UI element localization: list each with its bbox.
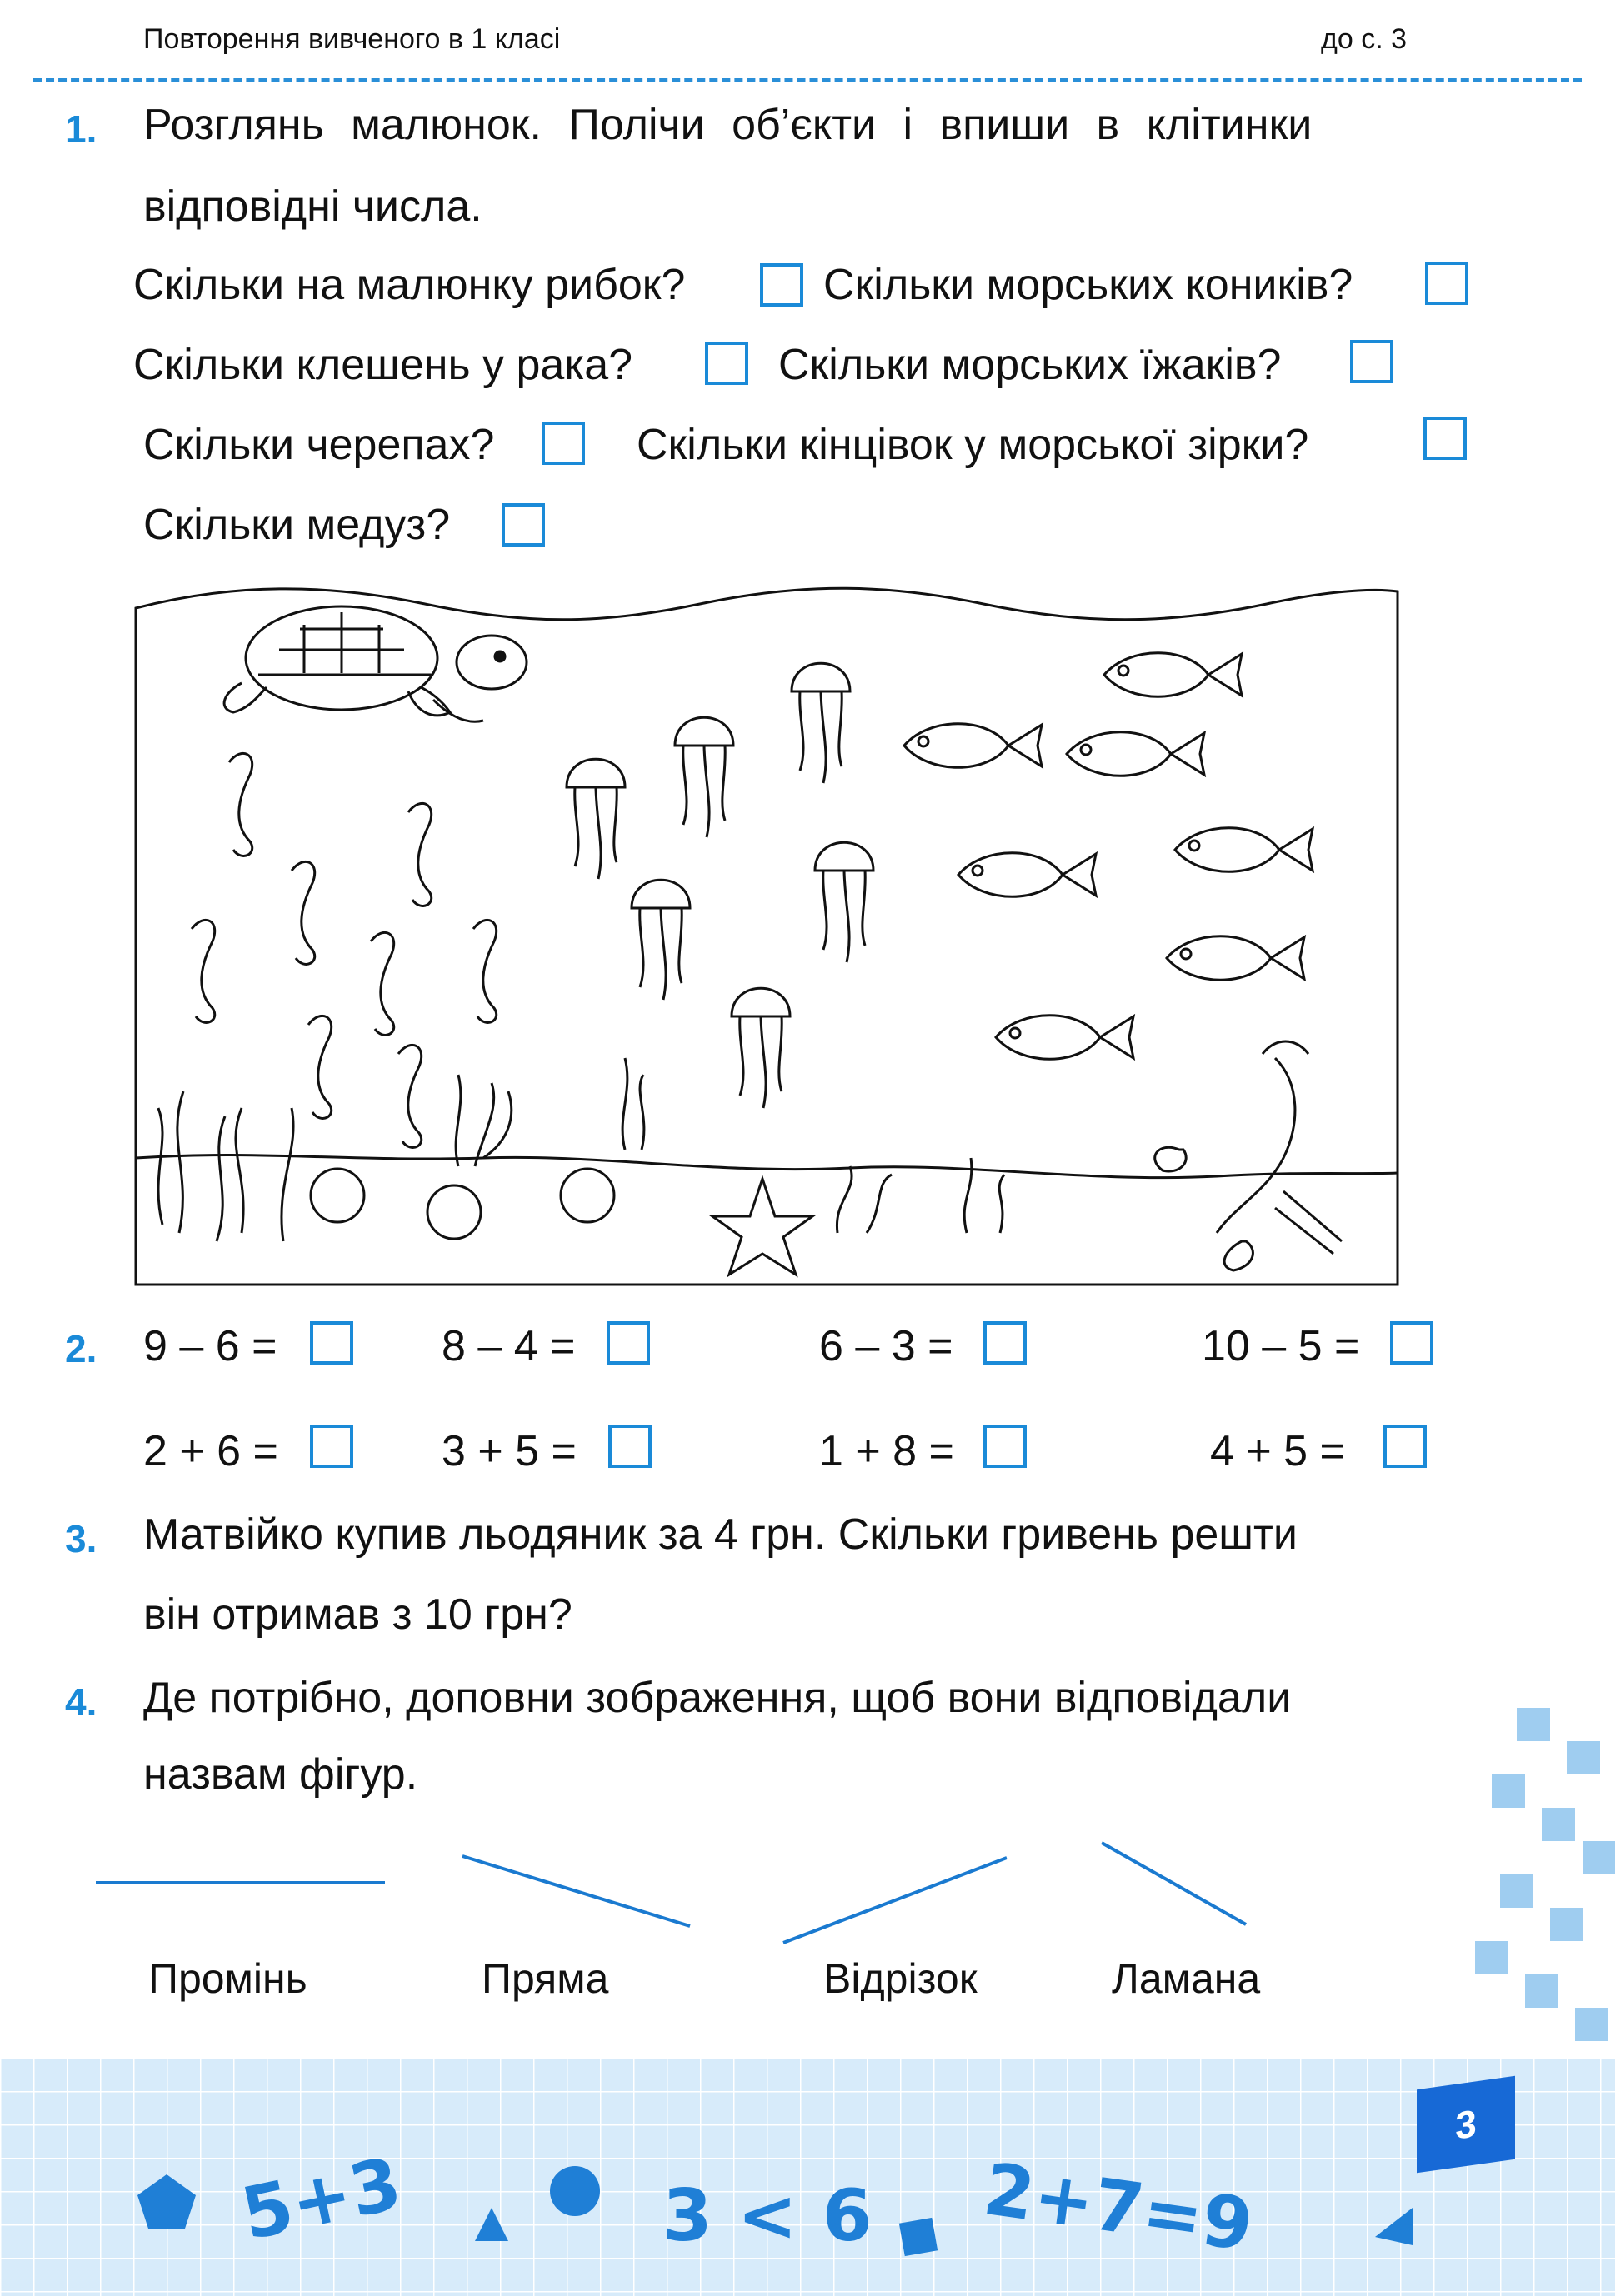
eq-5-answer[interactable] xyxy=(310,1425,353,1468)
starfish xyxy=(712,1179,812,1275)
question-seahorses: Скільки морських коників? xyxy=(823,261,1353,309)
eq-1-answer[interactable] xyxy=(310,1321,353,1365)
question-turtles: Скільки черепах? xyxy=(143,421,495,469)
label-segment: Відрізок xyxy=(823,1955,978,2002)
circle-icon xyxy=(550,2166,600,2216)
footer-expr-3: 2+7=9 xyxy=(978,2147,1258,2269)
eq-8-answer[interactable] xyxy=(1383,1425,1427,1468)
sea-urchins xyxy=(311,1169,614,1239)
fish xyxy=(904,653,1312,1060)
answer-box-starfish-limbs[interactable] xyxy=(1423,417,1467,460)
task1-text-line1: Розглянь малюнок. Полічи об’єкти і впиши в клітинки xyxy=(143,101,1312,149)
eq-3-answer[interactable] xyxy=(983,1321,1027,1365)
polyline-figure xyxy=(1102,1843,1246,1924)
seaweed xyxy=(158,1058,1004,1241)
question-claws: Скільки клешень у рака? xyxy=(133,341,633,389)
eq-3: 6 – 3 = xyxy=(819,1322,953,1370)
task1-number: 1. xyxy=(65,107,98,151)
seahorses xyxy=(192,753,497,1147)
sea-floor xyxy=(136,1155,1398,1177)
turtle xyxy=(224,606,527,721)
eq-6-answer[interactable] xyxy=(608,1425,652,1468)
question-urchins: Скільки морських їжаків? xyxy=(778,341,1282,389)
task2-number: 2. xyxy=(65,1327,98,1370)
eq-7: 1 + 8 = xyxy=(819,1427,954,1475)
answer-box-claws[interactable] xyxy=(705,342,748,385)
header-page-ref: до с. 3 xyxy=(1321,23,1407,55)
eq-1: 9 – 6 = xyxy=(143,1322,278,1370)
task3-text-line2: він отримав з 10 грн? xyxy=(143,1590,572,1639)
answer-box-seahorses[interactable] xyxy=(1425,262,1468,305)
answer-box-fish[interactable] xyxy=(760,263,803,307)
eq-4: 10 – 5 = xyxy=(1202,1322,1360,1370)
task4-text-line1: Де потрібно, доповни зображення, щоб вони відповідали xyxy=(143,1674,1292,1722)
square-icon xyxy=(899,2218,938,2256)
answer-box-urchins[interactable] xyxy=(1350,340,1393,383)
answer-box-jellyfish[interactable] xyxy=(502,503,545,547)
question-fish: Скільки на малюнку рибок? xyxy=(133,261,686,309)
eq-5: 2 + 6 = xyxy=(143,1427,278,1475)
question-jellyfish: Скільки медуз? xyxy=(143,501,451,549)
crayfish xyxy=(1155,1041,1342,1270)
label-polyline: Ламана xyxy=(1112,1955,1261,2002)
footer-expr-1: 5+3 xyxy=(234,2142,409,2257)
line-figure xyxy=(462,1856,690,1926)
task1-text-line2: відповідні числа. xyxy=(143,182,482,231)
eq-7-answer[interactable] xyxy=(983,1425,1027,1468)
question-starfish-limbs: Скільки кінцівок у морської зірки? xyxy=(637,421,1309,469)
task4-text-line2: назвам фігур. xyxy=(143,1750,418,1799)
eq-4-answer[interactable] xyxy=(1390,1321,1433,1365)
header-title: Повторення вивченого в 1 класі xyxy=(143,23,561,55)
eq-2-answer[interactable] xyxy=(607,1321,650,1365)
eq-8: 4 + 5 = xyxy=(1210,1427,1345,1475)
header-divider xyxy=(33,78,1582,82)
corner-grid-decoration xyxy=(1467,1708,1615,2058)
segment-figure xyxy=(783,1858,1007,1943)
task3-number: 3. xyxy=(65,1517,98,1560)
page-number-badge: 3 xyxy=(1417,2076,1515,2174)
task3-text-line1: Матвійко купив льодяник за 4 грн. Скільки гривень решти xyxy=(143,1510,1298,1559)
label-line: Пряма xyxy=(482,1955,609,2002)
figure-segments xyxy=(0,1833,1417,1966)
task4-number: 4. xyxy=(65,1680,98,1724)
footer-expr-2: 3 < 6 xyxy=(662,2174,872,2258)
eq-6: 3 + 5 = xyxy=(442,1427,577,1475)
label-ray: Промінь xyxy=(148,1955,308,2002)
sea-illustration xyxy=(133,575,1400,1287)
jellyfish xyxy=(567,663,873,1108)
answer-box-turtles[interactable] xyxy=(542,422,585,465)
eq-2: 8 – 4 = xyxy=(442,1322,576,1370)
